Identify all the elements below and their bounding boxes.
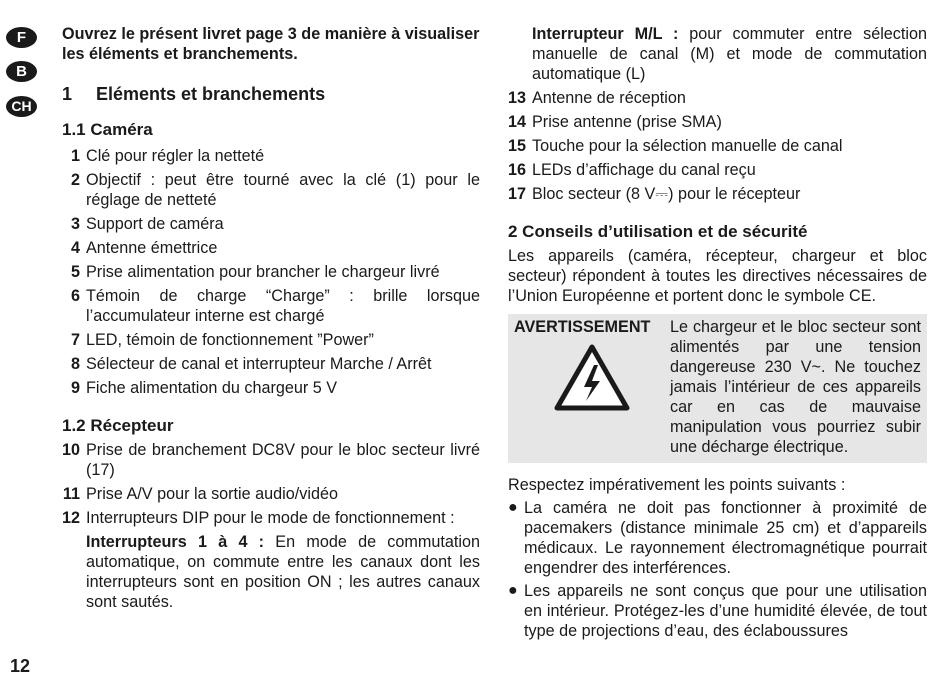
receiver-heading: 1.2 Récepteur [62, 416, 174, 435]
item-text: Prise A/V pour la sortie audio/vidéo [86, 485, 338, 503]
list-item [508, 112, 927, 132]
item-text: Support de caméra [86, 215, 224, 233]
list-item [62, 484, 480, 504]
bullet-text: Les appareils ne sont conçus que pour une utilisation en intérieur. Protégez-les d’une humidité élevée, de tout type de projections d’eau, des éclaboussures [524, 582, 927, 640]
list-item [62, 354, 480, 374]
section-1-number: 1 [62, 84, 73, 104]
high-voltage-warning-icon [554, 343, 630, 411]
item-number: 16 [508, 161, 527, 179]
section-1-heading [62, 84, 480, 104]
warning-text: Le chargeur et le bloc secteur sont alimentés par une tension dangereuse 230 V~. Ne touchez jamais l’intérieur de ces appareils car en cas de mauvaise manipulation vous pourriez subir une décharge électrique. [670, 318, 921, 456]
item-number: 10 [62, 441, 81, 459]
list-item [62, 146, 480, 166]
item-number: 6 [70, 287, 80, 305]
list-item [62, 238, 480, 258]
item-text: Sélecteur de canal et interrupteur Marche / Arrêt [86, 355, 432, 373]
warning-label: AVERTISSEMENT [514, 318, 651, 336]
list-item [62, 170, 480, 210]
intro-text: Ouvrez le présent livret page 3 de manière à visualiser les éléments et branchements. [62, 25, 480, 63]
warning-left [514, 317, 670, 459]
ml-switch-text: pour commuter entre sélection manuelle de canal (M) et mode de commutation automatique (L) [532, 25, 927, 83]
list-item [62, 262, 480, 282]
list-item [508, 88, 927, 108]
dip-switch-label: Interrupteurs 1 à 4 : [86, 533, 265, 551]
list-item [62, 508, 480, 528]
receiver-list-continued [508, 88, 927, 204]
list-item [508, 184, 927, 204]
list-item [62, 330, 480, 350]
bullet-item [508, 581, 927, 641]
item-text: Prise de branchement DC8V pour le bloc secteur livré (17) [86, 441, 480, 479]
bullet-dot-icon: ● [508, 499, 518, 516]
conformity-text: Les appareils (caméra, récepteur, chargeur et bloc secteur) répondent à toutes les directives nécessaires de l’Union Européenne et portent donc le symbole CE. [508, 247, 927, 305]
item-text: Objectif : peut être tourné avec la clé (1) pour le réglage de netteté [86, 171, 480, 209]
item-text: Antenne émettrice [86, 239, 218, 257]
ml-switch-label: Interrupteur M/L : [532, 25, 679, 43]
item-number: 13 [508, 89, 527, 107]
ml-switch-description [532, 24, 927, 84]
list-item [62, 440, 480, 480]
item-number: 15 [508, 137, 527, 155]
item-number: 9 [70, 379, 80, 397]
item-text: Interrupteurs DIP pour le mode de fonctionnement : [86, 509, 455, 527]
list-item [508, 136, 927, 156]
item-text: LEDs d’affichage du canal reçu [532, 161, 756, 179]
list-item [62, 378, 480, 398]
item-text: Bloc secteur (8 V⎓) pour le récepteur [532, 185, 801, 203]
dip-switch-description [86, 532, 480, 612]
language-badge-b: B [6, 61, 37, 82]
item-text: Témoin de charge “Charge” : brille lorsque l’accumulateur interne est chargé [86, 287, 480, 325]
list-item [62, 214, 480, 234]
camera-list [62, 146, 480, 398]
item-number: 12 [62, 509, 81, 527]
item-text: LED, témoin de fonctionnement ”Power” [86, 331, 374, 349]
item-number: 5 [70, 263, 80, 281]
bullet-item [508, 498, 927, 578]
item-number: 7 [70, 331, 80, 349]
item-number: 3 [70, 215, 80, 233]
item-number: 14 [508, 113, 527, 131]
item-text: Prise alimentation pour brancher le chargeur livré [86, 263, 440, 281]
warning-box [508, 314, 927, 463]
language-badge-ch: CH [6, 96, 37, 117]
left-column [62, 24, 480, 612]
item-text: Prise antenne (prise SMA) [532, 113, 722, 131]
item-number: 8 [70, 355, 80, 373]
item-text: Clé pour régler la netteté [86, 147, 265, 165]
item-text: Touche pour la sélection manuelle de canal [532, 137, 843, 155]
language-badge-f: F [6, 27, 37, 48]
receiver-list [62, 440, 480, 528]
item-number: 4 [70, 239, 80, 257]
item-number: 2 [70, 171, 80, 189]
right-column [508, 24, 927, 641]
item-text: Fiche alimentation du chargeur 5 V [86, 379, 338, 397]
page-number: 12 [10, 656, 31, 676]
item-number: 17 [508, 185, 527, 203]
respect-text: Respectez impérativement les points suivants : [508, 476, 846, 494]
section-1-title: Eléments et branchements [96, 84, 326, 104]
list-item [62, 286, 480, 326]
item-number: 11 [62, 485, 80, 503]
list-item [508, 160, 927, 180]
dip-switch-text: En mode de commutation automatique, on commute entre les canaux dont les interrupteurs sont en position ON ; les autres canaux sont sautés. [86, 533, 480, 611]
bullet-text: La caméra ne doit pas fonctionner à proximité de pacemakers (distance minimale 25 cm) et d’appareils médicaux. Le rayonnement électromagnétique pourrait engendrer des interférences. [524, 499, 927, 577]
bullet-dot-icon: ● [508, 582, 518, 599]
item-text: Antenne de réception [532, 89, 686, 107]
section-2-heading: 2 Conseils d’utilisation et de sécurité [508, 222, 808, 241]
item-number: 1 [70, 147, 80, 165]
camera-heading: 1.1 Caméra [62, 120, 153, 139]
